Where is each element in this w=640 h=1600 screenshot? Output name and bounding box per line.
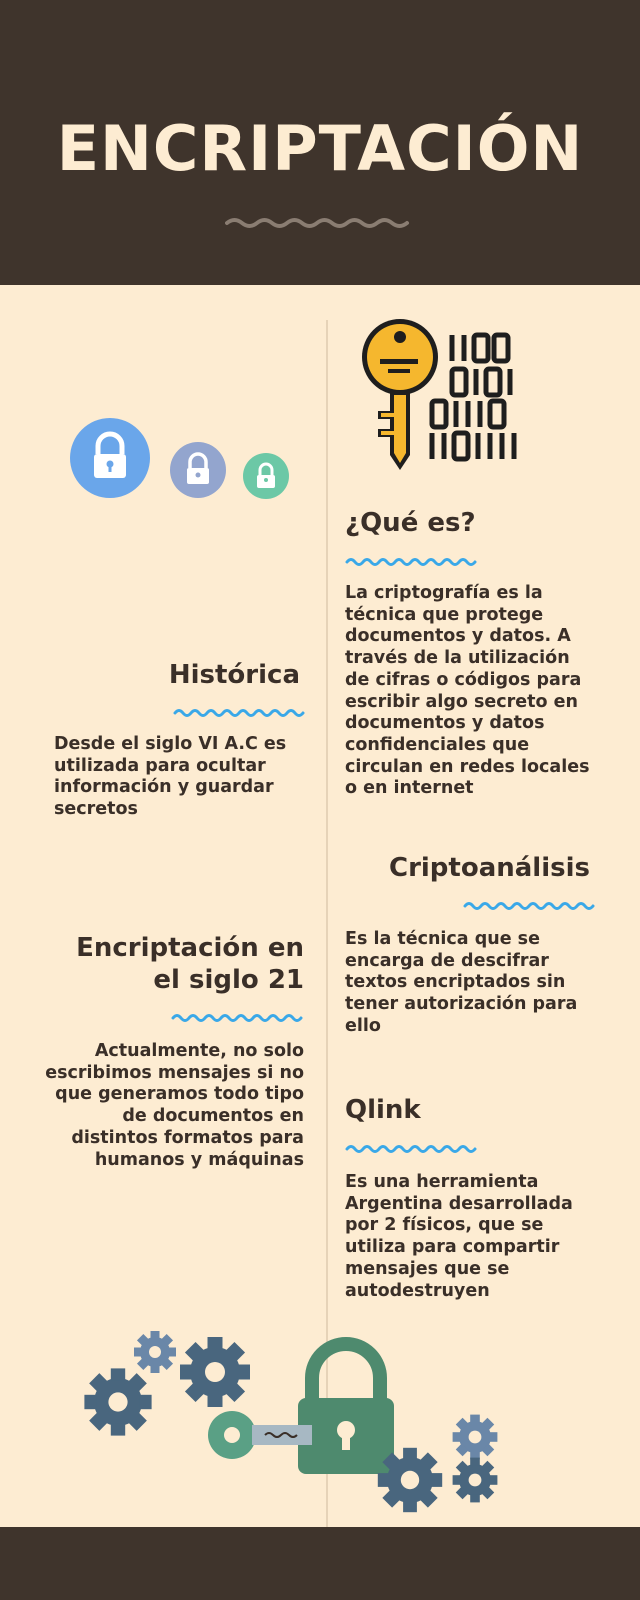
- siglo21-heading: [40, 932, 304, 996]
- qlink-text: Es una herramienta Argentina desarrollada por 2 físicos, que se utiliza para compartir mensajes que se autodestruyen: [345, 1172, 573, 1301]
- gear-icon: [180, 1337, 250, 1407]
- historica-wave-divider-icon: [173, 707, 305, 719]
- gear-icon: [84, 1368, 151, 1435]
- page-title: ENCRIPTACIÓN: [56, 112, 584, 185]
- key-binary-illustration: [360, 315, 530, 485]
- padlock-icon: [298, 1344, 394, 1474]
- siglo21-heading-line1: Encriptación en: [76, 933, 304, 963]
- gears-padlock-illustration: [80, 1330, 540, 1525]
- padlock-icon-small: [243, 453, 289, 499]
- gear-icon: [378, 1448, 442, 1512]
- padlock-icon-large: [70, 418, 150, 498]
- que-es-heading: ¿Qué es?: [345, 508, 476, 538]
- siglo21-heading-line2: el siglo 21: [153, 965, 304, 995]
- siglo21-text: Actualmente, no solo escribimos mensajes si no que generamos todo tipo de documentos en distintos formatos para humanos y máquinas: [45, 1041, 304, 1170]
- footer-banner: [0, 1527, 640, 1600]
- padlock-icon-medium: [170, 442, 226, 498]
- key-icon: [362, 319, 438, 470]
- qlink-wave-divider-icon: [345, 1143, 477, 1155]
- title-wave-divider-icon: [225, 216, 415, 230]
- que-es-wave-divider-icon: [345, 556, 477, 568]
- qlink-heading: Qlink: [345, 1095, 421, 1125]
- criptoanalisis-text: Es la técnica que se encarga de descifrar textos encriptados sin tener autorización para ello: [345, 929, 578, 1036]
- gear-icon: [453, 1415, 498, 1460]
- historica-text: Desde el siglo VI A.C es utilizada para ocultar información y guardar secretos: [54, 734, 287, 820]
- key-icon: [208, 1411, 312, 1459]
- criptoanalisis-wave-divider-icon: [463, 900, 595, 912]
- binary-code-icon: [432, 335, 514, 459]
- historica-heading: Histórica: [168, 660, 300, 690]
- gear-icon: [453, 1458, 498, 1503]
- que-es-text: La criptografía es la técnica que protege documentos y datos. A través de la utilización de cifras o códigos para escribir algo secreto en documentos y datos confidenciales que circulan en redes locales o en internet: [345, 583, 590, 799]
- gear-icon: [134, 1331, 176, 1373]
- criptoanalisis-heading: Criptoanálisis: [388, 853, 590, 883]
- padlock-circles: [70, 418, 290, 503]
- siglo21-wave-divider-icon: [171, 1012, 303, 1024]
